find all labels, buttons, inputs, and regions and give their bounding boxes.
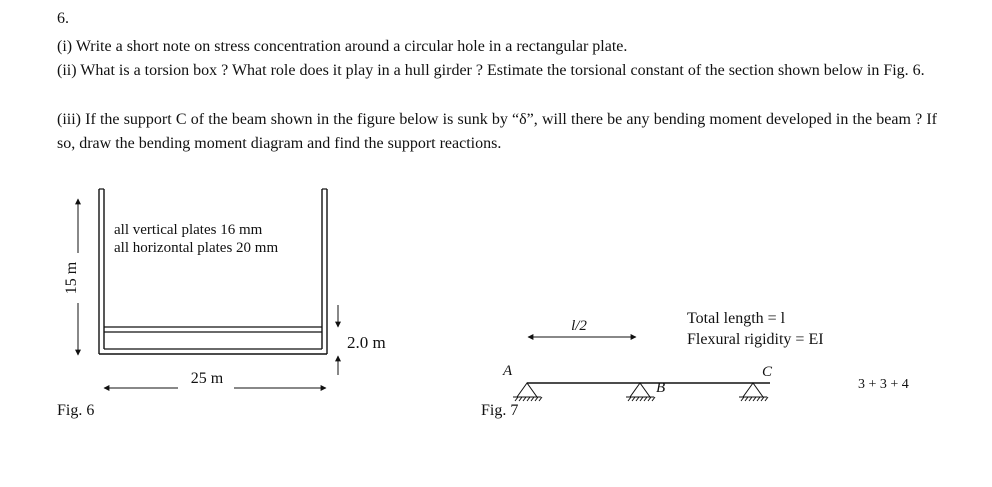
fig6-depth-label: 2.0 m bbox=[347, 333, 386, 352]
fig7-total-length: Total length = l bbox=[687, 310, 786, 327]
fig6-note-line1: all vertical plates 16 mm bbox=[114, 222, 263, 238]
fig7-rigidity: Flexural rigidity = EI bbox=[687, 331, 824, 348]
question-part-iii: (iii) If the support C of the beam shown in the figure below is sunk by “δ”, will there be any bending moment developed in the beam ? If so, draw the bending moment diagram and find the support reactions. bbox=[57, 111, 937, 152]
marks-allocation: 3 + 3 + 4 bbox=[858, 377, 909, 392]
question-part-ii: (ii) What is a torsion box ? What role does it play in a hull girder ? Estimate the torsional constant of the section shown below in Fig. 6. bbox=[57, 62, 925, 79]
fig6-caption: Fig. 6 bbox=[57, 402, 95, 419]
fig6-note-line2: all horizontal plates 20 mm bbox=[114, 240, 279, 256]
fig7-span-label: l/2 bbox=[571, 318, 587, 334]
fig7-caption: Fig. 7 bbox=[481, 402, 519, 419]
fig7-label-b: B bbox=[656, 380, 666, 396]
question-part-i: (i) Write a short note on stress concentration around a circular hole in a rectangular plate. bbox=[57, 38, 628, 55]
fig7-label-c: C bbox=[762, 364, 773, 380]
fig6-width-label: 25 m bbox=[190, 370, 224, 387]
fig6-section bbox=[99, 189, 327, 354]
fig7-support-b bbox=[626, 383, 655, 401]
question-number: 6. bbox=[57, 10, 69, 27]
fig7-support-a bbox=[513, 383, 542, 401]
fig6-height-label: 15 m bbox=[63, 261, 80, 295]
fig7-label-a: A bbox=[503, 363, 513, 379]
fig7-support-c bbox=[739, 383, 768, 401]
